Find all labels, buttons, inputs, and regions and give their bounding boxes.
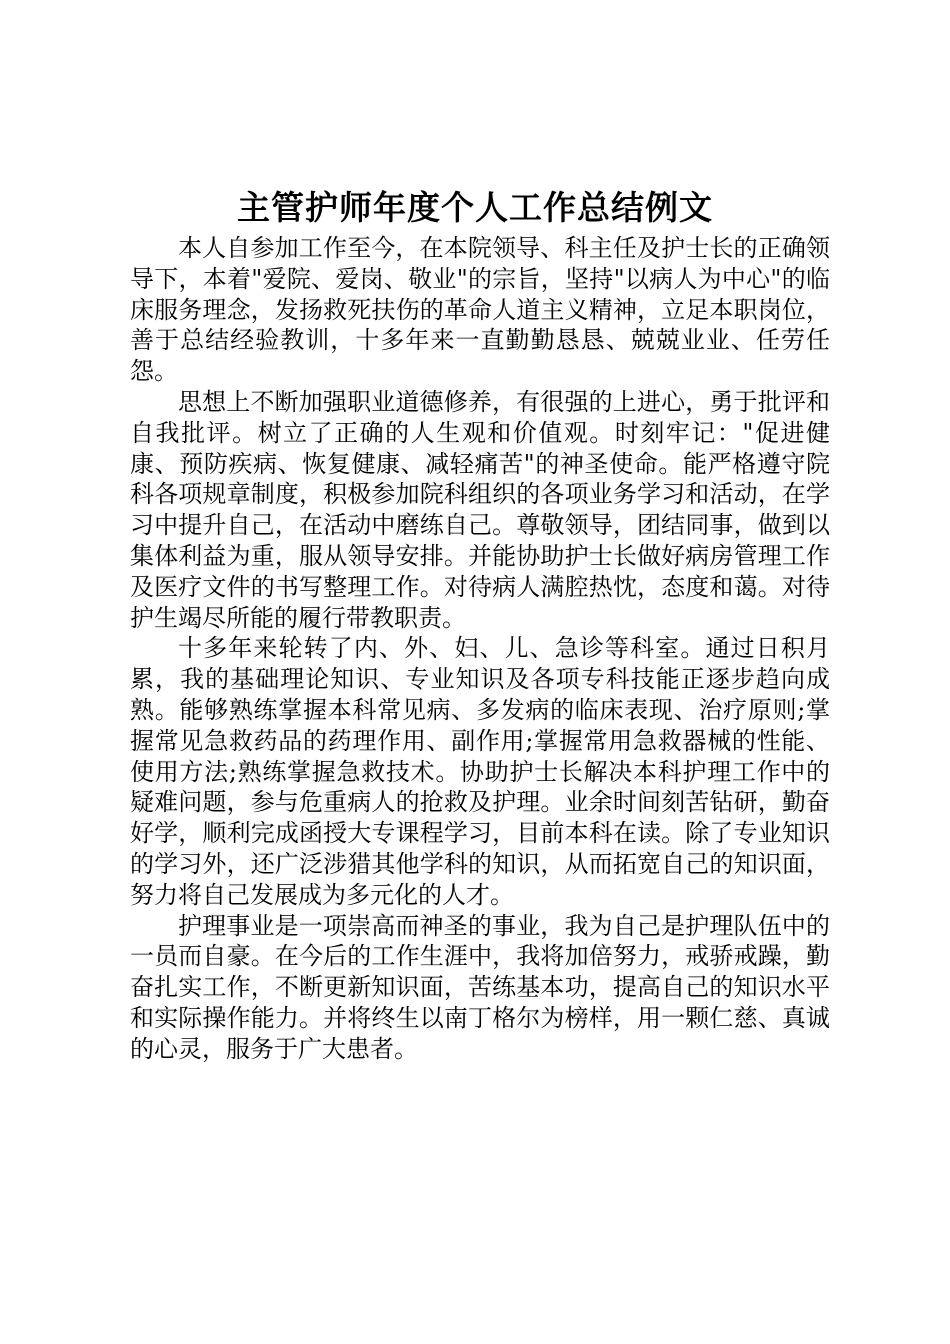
- paragraph: 护理事业是一项崇高而神圣的事业，我为自己是护理队伍中的一员而自豪。在今后的工作生涯中，我将加倍努力，戒骄戒躁，勤奋扎实工作，不断更新知识面，苦练基本功，提高自己的知识水平和实际操作能力。并将终生以南丁格尔为榜样，用一颗仁慈、真诚的心灵，服务于广大患者。: [130, 911, 830, 1063]
- document-title: 主管护师年度个人工作总结例文: [237, 188, 713, 227]
- paragraph: 思想上不断加强职业道德修养，有很强的上进心，勇于批评和自我批评。树立了正确的人生观和价值观。时刻牢记："促进健康、预防疾病、恢复健康、减轻痛苦"的神圣使命。能严格遵守院科各项规章制度，积极参加院科组织的各项业务学习和活动，在学习中提升自己，在活动中磨练自己。尊敬领导，团结同事，做到以集体利益为重，服从领导安排。并能协助护士长做好病房管理工作及医疗文件的书写整理工作。对待病人满腔热忱，态度和蔼。对待护生竭尽所能的履行带教职责。: [130, 387, 830, 632]
- document-body: [130, 233, 830, 1065]
- paragraph: 本人自参加工作至今，在本院领导、科主任及护士长的正确领导下，本着"爱院、爱岗、敬业"的宗旨，坚持"以病人为中心"的临床服务理念，发扬救死扶伤的革命人道主义精神，立足本职岗位，善于总结经验教训，十多年来一直勤勤恳恳、兢兢业业、任劳任怨。: [130, 234, 830, 386]
- paragraph: 十多年来轮转了内、外、妇、儿、急诊等科室。通过日积月累，我的基础理论知识、专业知识及各项专科技能正逐步趋向成熟。能够熟练掌握本科常见病、多发病的临床表现、治疗原则;掌握常见急救药品的药理作用、副作用;掌握常用急救器械的性能、使用方法;熟练掌握急救技术。协助护士长解决本科护理工作中的疑难问题，参与危重病人的抢救及护理。业余时间刻苦钻研，勤奋好学，顺利完成函授大专课程学习，目前本科在读。除了专业知识的学习外，还广泛涉猎其他学科的知识，从而拓宽自己的知识面，努力将自己发展成为多元化的人才。: [130, 634, 830, 909]
